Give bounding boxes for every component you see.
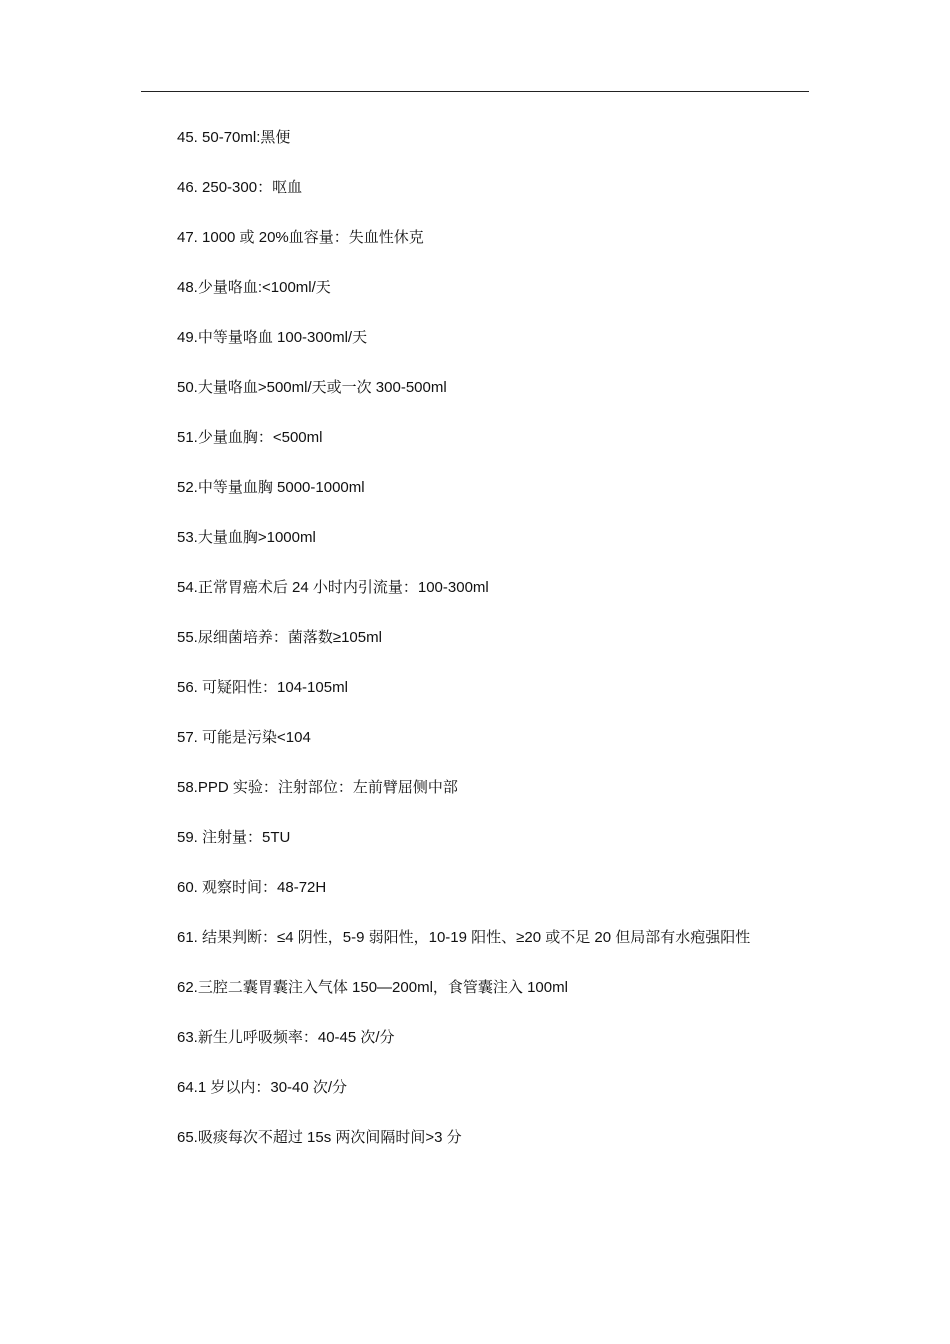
header-rule: [141, 91, 809, 92]
list-item: 65.吸痰每次不超过 15s 两次间隔时间>3 分: [177, 1129, 462, 1146]
list-item: 54.正常胃癌术后 24 小时内引流量：100-300ml: [177, 579, 489, 596]
list-item: 46. 250-300：呕血: [177, 179, 303, 196]
list-item: 57. 可能是污染<104: [177, 729, 311, 746]
list-item: 48.少量咯血:<100ml/天: [177, 279, 331, 296]
list-item: 59. 注射量：5TU: [177, 829, 291, 846]
list-item: 51.少量血胸：<500ml: [177, 429, 323, 446]
list-item: 62.三腔二囊胃囊注入气体 150—200ml，食管囊注入 100ml: [177, 979, 568, 996]
list-item: 55.尿细菌培养：菌落数≥105ml: [177, 629, 382, 646]
list-item: 45. 50-70ml:黑便: [177, 129, 291, 146]
list-item: 50.大量咯血>500ml/天或一次 300-500ml: [177, 379, 447, 396]
list-item: 47. 1000 或 20%血容量：失血性休克: [177, 229, 424, 246]
list-item: 56. 可疑阳性：104-105ml: [177, 679, 348, 696]
list-item: 58.PPD 实验：注射部位：左前臂屈侧中部: [177, 779, 458, 796]
list-item: 49.中等量咯血 100-300ml/天: [177, 329, 368, 346]
list-item: 64.1 岁以内：30-40 次/分: [177, 1079, 348, 1096]
list-item: 63.新生儿呼吸频率：40-45 次/分: [177, 1029, 395, 1046]
list-item: 60. 观察时间：48-72H: [177, 879, 327, 896]
list-item: 53.大量血胸>1000ml: [177, 529, 316, 546]
list-item: 61. 结果判断：≤4 阴性，5-9 弱阳性，10-19 阳性、≥20 或不足 20 但局部有水疱强阳性: [177, 929, 751, 946]
list-item: 52.中等量血胸 5000-1000ml: [177, 479, 365, 496]
document-body: [145, 126, 810, 1176]
